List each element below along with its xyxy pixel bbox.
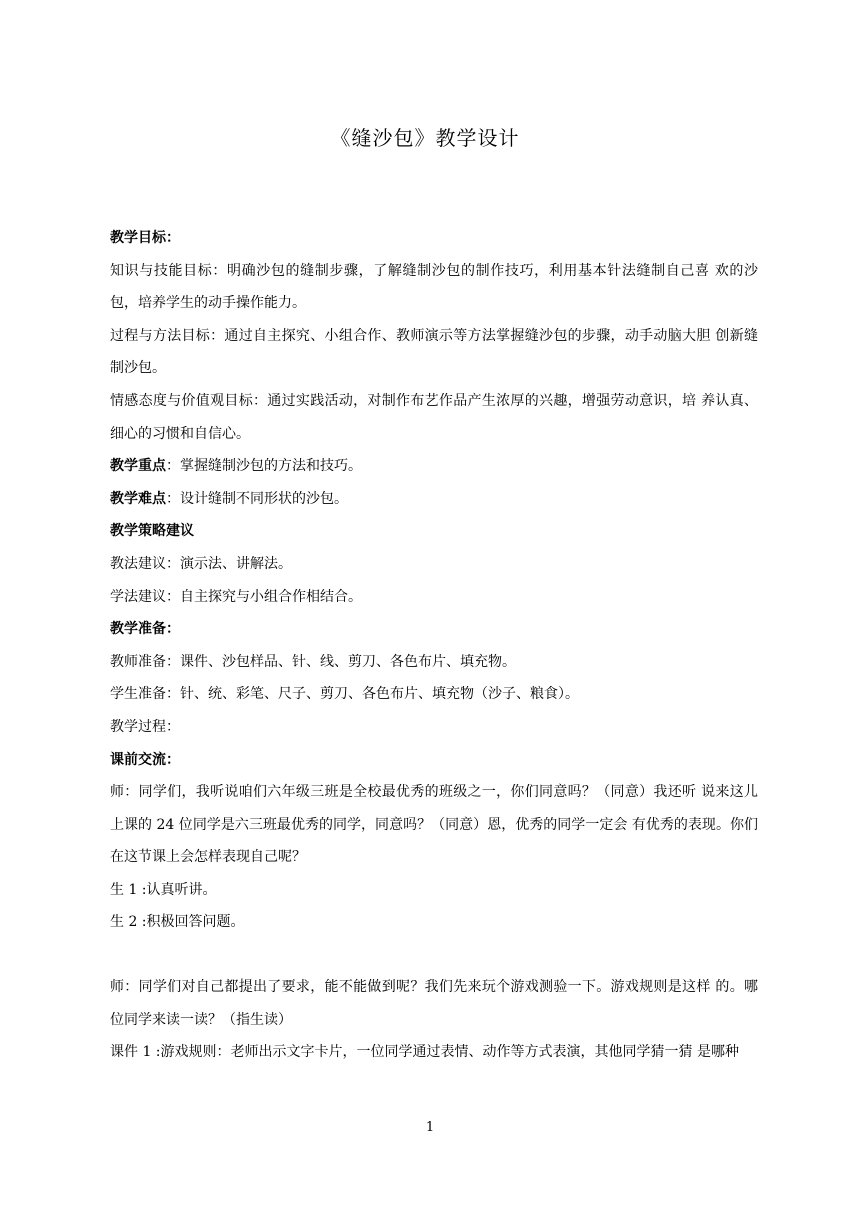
- difficulty: [110, 483, 758, 516]
- document-body: [110, 222, 758, 1069]
- courseware-line-1: 课件 1 :游戏规则：老师出示文字卡片，一位同学通过表情、动作等方式表演，其他同学猜一猜 是哪种: [110, 1044, 739, 1061]
- teacher-line-2: 师：同学们对自己都提出了要求，能不能做到呢？我们先来玩个游戏测验一下。游戏规则是这样 的。哪位同学来读一读？（指生读）: [110, 979, 758, 1028]
- preparation-teacher: 教师准备：课件、沙包样品、针、线、剪刀、各色布片、填充物。: [110, 653, 516, 670]
- process-heading: 教学过程：: [110, 718, 180, 735]
- student-line-2: 生 2 :积极回答问题。: [110, 914, 245, 931]
- goal-process: 过程与方法目标：通过自主探究、小组合作、教师演示等方法掌握缝沙包的步骤，动手动脑大胆 创新缝制沙包。: [110, 327, 758, 377]
- pre-class-heading: 课前交流：: [110, 751, 180, 768]
- key-point-text: ：掌握缝制沙包的方法和技巧。: [166, 458, 362, 475]
- goal-emotion: 情感态度与价值观目标：通过实践活动，对制作布艺作品产生浓厚的兴趣，增强劳动意识，培 养认真、细心的习惯和自信心。: [110, 392, 758, 442]
- key-point: [110, 450, 758, 483]
- key-point-label: 教学重点: [110, 458, 166, 475]
- difficulty-text: ：设计缝制不同形状的沙包。: [166, 490, 348, 507]
- document-title: 《缝沙包》教学设计: [330, 126, 520, 150]
- teacher-line-1: 师：同学们，我听说咱们六年级三班是全校最优秀的班级之一，你们同意吗？（同意）我还听 说来这儿上课的 24 位同学是六三班最优秀的同学，同意吗？（同意）恩，优秀的同学一定会 有优秀的表现。你们在这节课上会怎样表现自己呢？: [110, 784, 758, 866]
- goal-knowledge: 知识与技能目标：明确沙包的缝制步骤，了解缝制沙包的制作技巧，利用基本针法缝制自己喜 欢的沙包，培养学生的动手操作能力。: [110, 262, 758, 312]
- preparation-heading: 教学准备：: [110, 621, 180, 638]
- preparation-student: 学生准备：针、统、彩笔、尺子、剪刀、各色布片、填充物（沙子、粮食）。: [110, 686, 579, 703]
- strategy-heading: 教学策略建议: [110, 523, 194, 540]
- page-number: 1: [425, 1120, 435, 1135]
- strategy-teaching: 教法建议：演示法、讲解法。: [110, 555, 292, 572]
- difficulty-label: 教学难点: [110, 490, 166, 507]
- goals-heading: 教学目标：: [110, 230, 180, 246]
- paragraph-gap: [110, 939, 758, 971]
- strategy-learning: 学法建议：自主探究与小组合作相结合。: [110, 588, 362, 605]
- student-line-1: 生 1 :认真听讲。: [110, 881, 217, 898]
